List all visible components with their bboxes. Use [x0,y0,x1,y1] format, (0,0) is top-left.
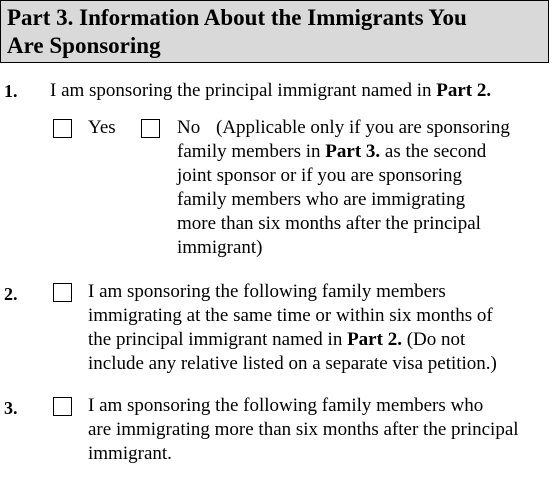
item1-note-line2 [177,140,486,164]
item2-line2: immigrating at the same time or within six months of [88,305,493,326]
item2-line3 [88,328,465,352]
item2-line4: include any relative listed on a separate visa petition.) [88,353,497,374]
item3-checkbox[interactable] [53,397,72,416]
item1-text [50,79,491,103]
item2-line3-a: the principal immigrant named in [88,329,348,350]
item1-note-line4: family members who are immigrating [177,189,466,210]
item1-text-main: I am sponsoring the principal immigrant named in [50,80,437,101]
item1-yes-label: Yes [88,117,116,138]
section-title-line2: Are Sponsoring [7,33,161,58]
item1-note-line2-a: family members in [177,141,326,162]
item2-line3-b: (Do not [401,329,466,350]
item2-checkbox[interactable] [53,283,72,302]
item2-number: 2. [4,284,18,304]
item1-note-line3: joint sponsor or if you are sponsoring [177,165,462,186]
item1-number: 1. [4,81,18,101]
item1-text-bold: Part 2. [436,80,492,101]
item3-line2: are immigrating more than six months after the principal [88,419,519,440]
item3-line3: immigrant. [88,443,172,464]
item1-no-label: No [177,117,201,138]
item1-note-line2-bold: Part 3. [325,141,381,162]
section-title-line1: Part 3. Information About the Immigrants You [7,5,467,30]
item2-line3-bold: Part 2. [347,329,402,350]
item2-line1: I am sponsoring the following family members [88,281,446,302]
item3-number: 3. [4,398,18,418]
item1-note-line5: more than six months after the principal [177,213,481,234]
item1-note-line2-b: as the second [380,141,487,162]
item3-line1: I am sponsoring the following family members who [88,395,484,416]
item1-yes-checkbox[interactable] [53,119,72,138]
item1-no-checkbox[interactable] [141,119,160,138]
item1-note-line1: (Applicable only if you are sponsoring [216,117,510,138]
item1-note-line6: immigrant) [177,237,263,258]
section-header [0,0,549,63]
